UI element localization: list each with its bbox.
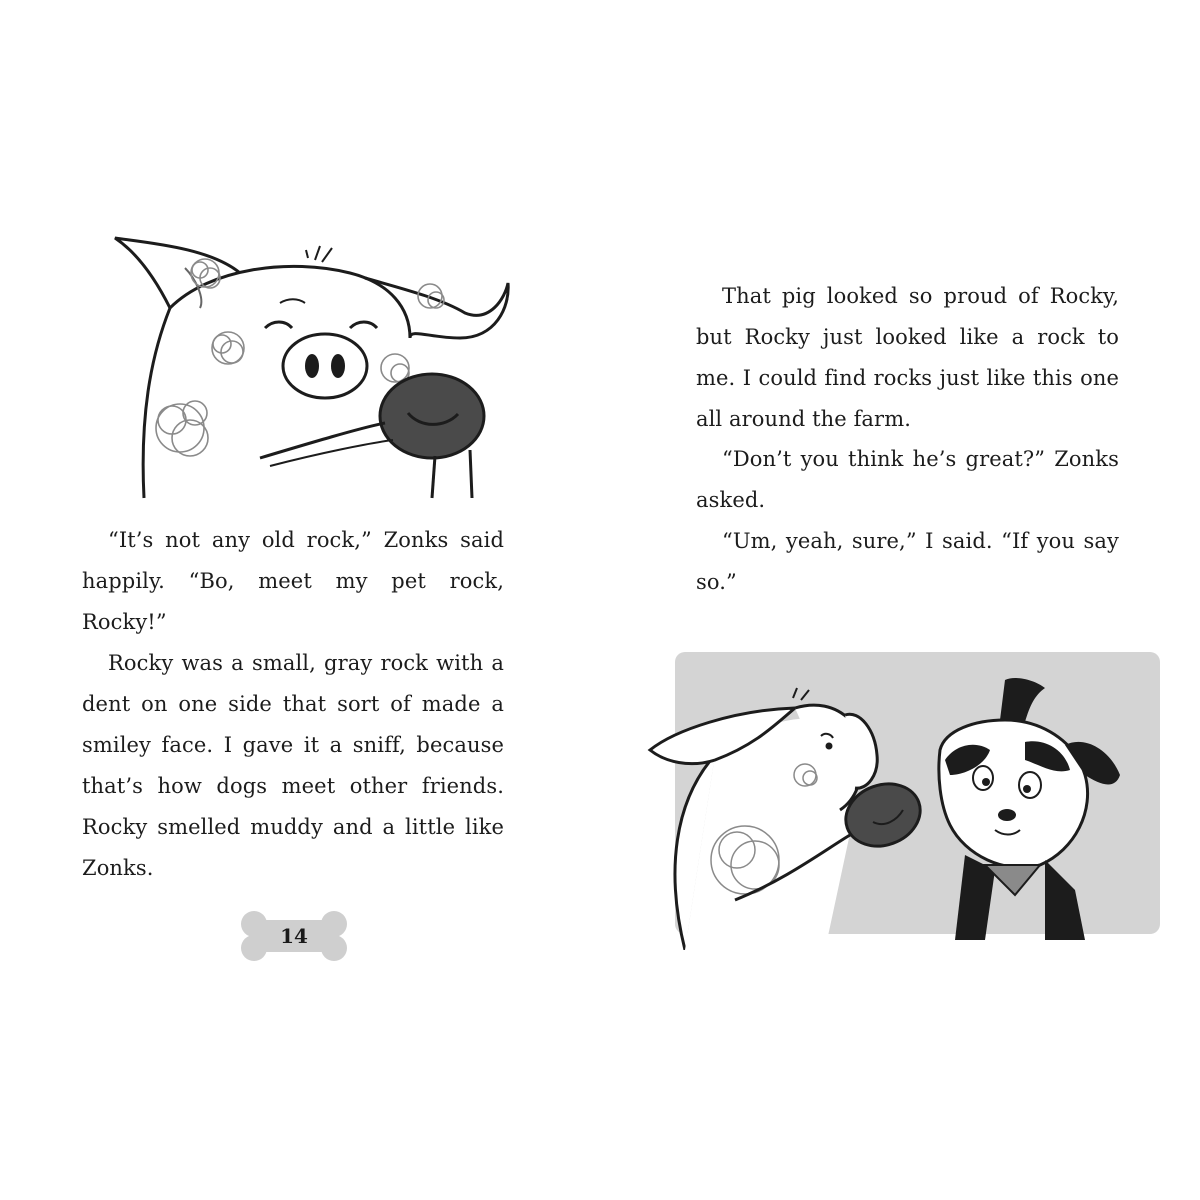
paragraph: That pig looked so proud of Rocky, but Rocky just looked like a rock to me. I could find rocks just like this one all around the farm.: [696, 284, 1119, 431]
paragraph: Rocky was a small, gray rock with a dent on one side that sort of made a smiley face. I gave it a sniff, because that’s how dogs meet other friends. Rocky smelled muddy and a little like Zonks.: [82, 651, 504, 880]
right-page: [600, 0, 1200, 1200]
pig-and-dog-illustration: [645, 650, 1165, 950]
pig-holding-rock-illustration: [110, 228, 520, 508]
paragraph: “It’s not any old rock,” Zonks said happily. “Bo, meet my pet rock, Rocky!”: [82, 528, 504, 634]
page-number: 14: [280, 924, 308, 948]
paragraph: “Don’t you think he’s great?” Zonks asked.: [696, 447, 1119, 512]
paragraph: “Um, yeah, sure,” I said. “If you say so.”: [696, 529, 1119, 594]
